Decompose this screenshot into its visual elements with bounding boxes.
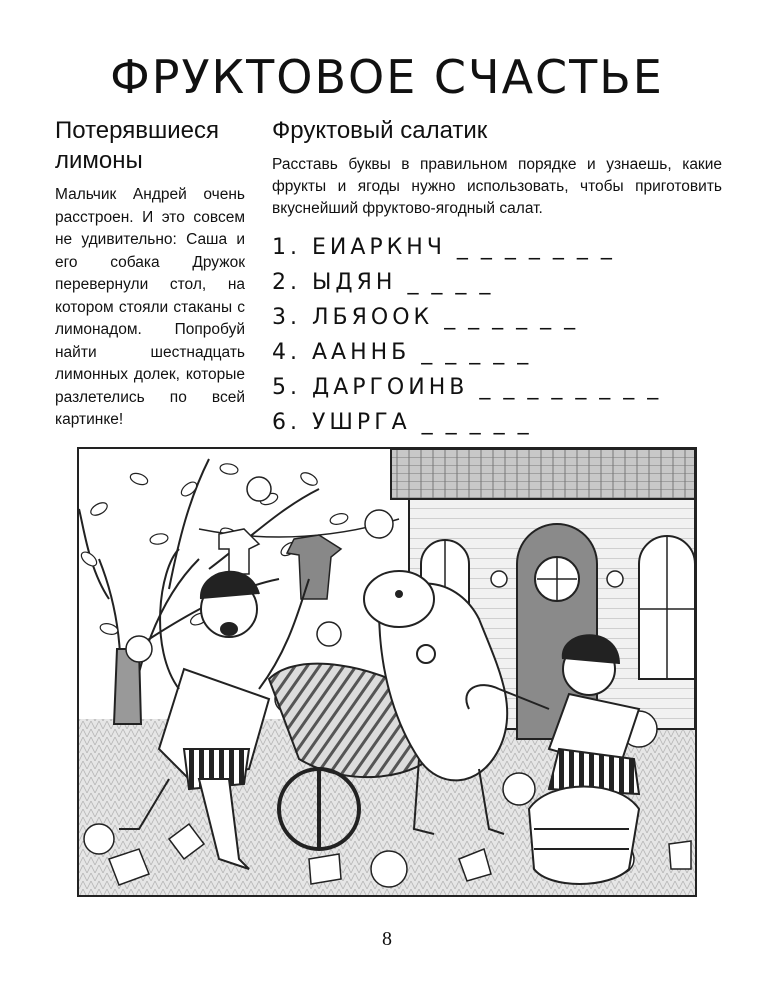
page-number: 8 [382,928,392,950]
lemons-heading-line2: лимоны [55,147,143,174]
lemons-heading [55,116,245,176]
lemons-heading-line1: Потерявшиеся [55,117,219,144]
anagram-item [272,265,722,300]
salad-text: Расставь буквы в правильном порядке и узнаешь, какие фрукты и ягоды нужно использовать, чтобы приготовить вкуснейший фруктово-ягодный салат. [272,156,722,217]
anagram-blanks[interactable]: _ _ _ _ _ [421,340,532,365]
anagram-letters: ДАРГОИНВ [312,375,469,400]
anagram-number: 1. [272,235,301,260]
anagram-letters: ААННБ [312,340,411,365]
anagram-number: 2. [272,270,301,295]
anagram-blanks[interactable]: _ _ _ _ _ [421,410,532,435]
anagram-item [272,230,722,265]
salad-heading: Фруктовый салатик [272,117,488,144]
lemonade-jug [529,787,639,885]
anagram-number: 5. [272,375,301,400]
lemons-text: Мальчик Андрей очень расстроен. И это совсем не удивительно: Саша и его собака Дружок перевернули стол, на котором стояли стаканы с лимонадом. Попробуй найти шестнадцать лимонных долек, которые разлетелись по всей картинке! [55,186,245,428]
lemons-section [55,116,245,432]
salad-section [272,116,722,440]
anagram-item [272,335,722,370]
anagram-number: 4. [272,340,301,365]
page-title: ФРУКТОВОЕ СЧАСТЬЕ [110,50,664,104]
anagram-item [272,370,722,405]
anagram-blanks[interactable]: _ _ _ _ _ _ _ [456,235,615,260]
anagram-item [272,405,722,440]
anagram-number: 6. [272,410,301,435]
anagram-blanks[interactable]: _ _ _ _ [407,270,494,295]
anagram-letters: УШРГА [312,410,411,435]
anagram-letters: ЕИАРКНЧ [312,235,446,260]
anagram-number: 3. [272,305,301,330]
illustration-drawing [79,449,695,895]
anagram-letters: ЛБЯООК [312,305,434,330]
anagram-list [272,230,722,440]
illustration [77,447,697,897]
anagram-item [272,300,722,335]
anagram-letters: ЫДЯН [312,270,397,295]
anagram-blanks[interactable]: _ _ _ _ _ _ [444,305,579,330]
anagram-blanks[interactable]: _ _ _ _ _ _ _ _ [479,375,662,400]
